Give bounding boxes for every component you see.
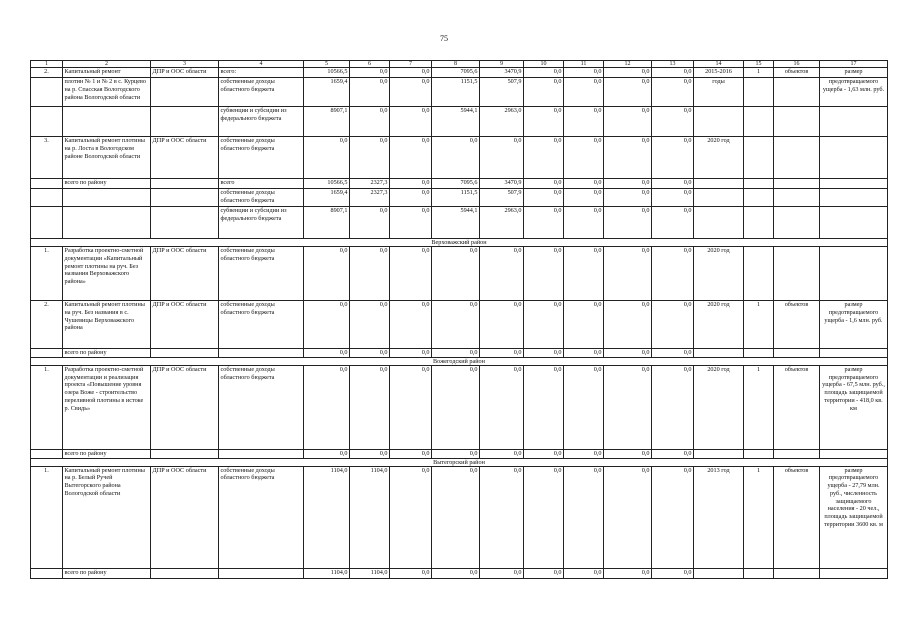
table-cell: 0,0	[564, 189, 604, 207]
section-title: Верховажский район	[31, 239, 888, 247]
table-cell: собственные доходы областного бюджета	[219, 301, 304, 349]
table-cell: 0,0	[350, 78, 390, 107]
table-cell: 0,0	[304, 365, 350, 449]
table-cell: 0,0	[604, 137, 652, 179]
table-cell: 0,0	[524, 349, 564, 358]
table-cell	[31, 449, 63, 458]
table-cell	[694, 189, 744, 207]
table-row	[31, 365, 888, 449]
table-cell	[744, 247, 774, 301]
table-cell: всего по району	[63, 568, 151, 578]
table-cell: Капитальный ремонт плотины на р. Белый Ручей Вытегорского района Вологодской области	[63, 466, 151, 568]
table-cell: субвенции и субсидии из федерального бюджета	[219, 107, 304, 137]
table-cell: ДПР и ООС области	[151, 137, 219, 179]
table-cell: 0,0	[604, 349, 652, 358]
table-cell: Капитальный ремонт плотины на руч. Без названия в с. Чушевицы Верховажского района	[63, 301, 151, 349]
table-cell: 0,0	[350, 449, 390, 458]
table-cell: 0,0	[564, 568, 604, 578]
header-cell: 1	[31, 61, 63, 68]
table-cell: 1.	[31, 466, 63, 568]
table-cell: 10566,5	[304, 68, 350, 78]
table-cell: 0,0	[604, 365, 652, 449]
table-cell: 5944,1	[432, 207, 480, 239]
table-cell: предотвращаемого ущерба - 1,63 млн. руб.	[820, 78, 888, 107]
section-title: Вожегодский район	[31, 357, 888, 365]
header-cell: 4	[219, 61, 304, 68]
table-row	[31, 207, 888, 239]
table-row	[31, 247, 888, 301]
table-row	[31, 137, 888, 179]
table-cell: 1104,0	[304, 466, 350, 568]
table-cell: 1104,0	[304, 568, 350, 578]
table-cell	[820, 349, 888, 358]
table-cell: объектов	[774, 466, 820, 568]
header-cell: 3	[151, 61, 219, 68]
table-cell	[820, 247, 888, 301]
table-cell: 0,0	[390, 466, 432, 568]
table-cell: 0,0	[350, 247, 390, 301]
table-cell: 0,0	[524, 247, 564, 301]
table-cell	[820, 179, 888, 189]
table-cell: 0,0	[524, 137, 564, 179]
table-cell: 0,0	[564, 365, 604, 449]
table-cell: 0,0	[390, 365, 432, 449]
table-cell: всего	[219, 179, 304, 189]
table-cell	[820, 189, 888, 207]
table-cell: 1104,0	[350, 568, 390, 578]
table-cell: 0,0	[304, 137, 350, 179]
table-cell: 0,0	[304, 449, 350, 458]
table-cell	[820, 107, 888, 137]
table-cell: объектов	[774, 365, 820, 449]
table-cell: субвенции и субсидии из федерального бюджета	[219, 207, 304, 239]
table-cell: 0,0	[390, 137, 432, 179]
header-cell: 5	[304, 61, 350, 68]
table-cell: 0,0	[390, 78, 432, 107]
table-cell: ДПР и ООС области	[151, 301, 219, 349]
table-cell	[774, 78, 820, 107]
table-row	[31, 466, 888, 568]
table-cell: 0,0	[480, 365, 524, 449]
table-cell	[151, 449, 219, 458]
table-cell: 2013 год	[694, 466, 744, 568]
table-cell: 0,0	[390, 349, 432, 358]
table-cell: 5944,1	[432, 107, 480, 137]
table-cell: 0,0	[524, 301, 564, 349]
table-cell: 0,0	[604, 466, 652, 568]
table-row	[31, 449, 888, 458]
table-cell	[694, 349, 744, 358]
table-cell: 0,0	[652, 68, 694, 78]
table-cell	[744, 568, 774, 578]
table-cell	[744, 179, 774, 189]
table-cell: 0,0	[652, 107, 694, 137]
table-cell	[694, 568, 744, 578]
table-cell: 0,0	[480, 301, 524, 349]
table-cell: 0,0	[604, 78, 652, 107]
section-title: Вытегорский район	[31, 458, 888, 466]
table-cell: 8907,1	[304, 107, 350, 137]
table-cell: 3470,9	[480, 179, 524, 189]
table-cell	[820, 449, 888, 458]
table-cell: 0,0	[390, 68, 432, 78]
table-cell	[744, 78, 774, 107]
table-cell: 507,9	[480, 189, 524, 207]
table-cell: 0,0	[652, 365, 694, 449]
header-cell: 12	[604, 61, 652, 68]
table-row	[31, 107, 888, 137]
table-cell: 0,0	[390, 179, 432, 189]
table-cell: 0,0	[304, 247, 350, 301]
table-row	[31, 349, 888, 358]
table-cell: всего:	[219, 68, 304, 78]
table-cell: 2.	[31, 68, 63, 78]
table-cell: 0,0	[390, 107, 432, 137]
header-cell: 15	[744, 61, 774, 68]
table-cell: 0,0	[652, 449, 694, 458]
table-cell: 1151,5	[432, 189, 480, 207]
budget-table	[30, 60, 888, 579]
table-cell: объектов	[774, 68, 820, 78]
table-cell	[774, 449, 820, 458]
table-cell: 0,0	[432, 137, 480, 179]
table-cell: 0,0	[390, 189, 432, 207]
table-cell: 0,0	[564, 78, 604, 107]
table-cell	[31, 189, 63, 207]
table-cell: 0,0	[564, 137, 604, 179]
table-cell	[63, 189, 151, 207]
table-cell: 0,0	[480, 349, 524, 358]
header-cell: 11	[564, 61, 604, 68]
table-cell: 0,0	[480, 247, 524, 301]
table-cell: Разработка проектно-сметной документации и реализация проекта «Повышение уровня озера Воже - строительство переливной плотины в истоке р. Свидь»	[63, 365, 151, 449]
table-cell: 0,0	[652, 349, 694, 358]
table-cell: ДПР и ООС области	[151, 365, 219, 449]
table-cell: ДПР и ООС области	[151, 247, 219, 301]
table-cell: 0,0	[524, 107, 564, 137]
table-cell	[744, 189, 774, 207]
table-cell	[774, 137, 820, 179]
table-cell: 0,0	[564, 107, 604, 137]
table-cell	[219, 568, 304, 578]
section-row	[31, 239, 888, 247]
table-cell: размер	[820, 68, 888, 78]
table-cell: 1	[744, 68, 774, 78]
table-cell	[151, 207, 219, 239]
table-cell	[774, 107, 820, 137]
table-cell: 8907,1	[304, 207, 350, 239]
table-cell: 0,0	[524, 207, 564, 239]
table-cell: объектов	[774, 301, 820, 349]
table-cell: 0,0	[524, 449, 564, 458]
table-cell: 0,0	[480, 449, 524, 458]
table-cell: 0,0	[524, 78, 564, 107]
table-cell: Капитальный ремонт плотины на р. Лоста в Вологодском районе Вологодской области	[63, 137, 151, 179]
table-cell: 1.	[31, 247, 63, 301]
table-cell: 2020 год	[694, 301, 744, 349]
table-cell: 0,0	[480, 568, 524, 578]
table-cell	[774, 349, 820, 358]
table-cell: 0,0	[652, 247, 694, 301]
table-cell: 0,0	[652, 137, 694, 179]
table-cell: 2020 год	[694, 247, 744, 301]
table-cell: 1.	[31, 365, 63, 449]
table-cell: 1151,5	[432, 78, 480, 107]
table-cell: 3.	[31, 137, 63, 179]
table-cell: ДПР и ООС области	[151, 68, 219, 78]
table-cell: 0,0	[432, 365, 480, 449]
table-cell: 0,0	[652, 78, 694, 107]
table-cell	[31, 349, 63, 358]
table-cell	[820, 137, 888, 179]
table-cell: размер предотвращаемого ущерба - 1,6 млн. руб.	[820, 301, 888, 349]
table-cell	[774, 568, 820, 578]
table-cell	[219, 349, 304, 358]
table-cell: 0,0	[350, 107, 390, 137]
table-cell: 0,0	[432, 247, 480, 301]
table-cell	[151, 568, 219, 578]
table-cell: 2327,3	[350, 189, 390, 207]
table-cell: 1	[744, 301, 774, 349]
table-cell: 3470,9	[480, 68, 524, 78]
table-row	[31, 179, 888, 189]
table-cell	[151, 189, 219, 207]
table-cell: 0,0	[350, 301, 390, 349]
table-cell: собственные доходы областного бюджета	[219, 365, 304, 449]
table-cell: 10566,5	[304, 179, 350, 189]
table-cell	[219, 449, 304, 458]
table-cell	[774, 207, 820, 239]
table-cell	[694, 107, 744, 137]
table-cell: 1659,4	[304, 78, 350, 107]
table-cell: собственные доходы областного бюджета	[219, 78, 304, 107]
table-cell	[744, 107, 774, 137]
table-cell	[774, 179, 820, 189]
table-cell	[774, 189, 820, 207]
header-cell: 13	[652, 61, 694, 68]
table-cell: 0,0	[604, 301, 652, 349]
table-cell	[151, 107, 219, 137]
table-cell	[744, 349, 774, 358]
table-cell: 0,0	[652, 466, 694, 568]
table-cell: 0,0	[480, 466, 524, 568]
table-cell: 0,0	[604, 179, 652, 189]
table-cell: 1104,0	[350, 466, 390, 568]
table-cell: 0,0	[564, 68, 604, 78]
table-cell	[31, 107, 63, 137]
table-cell: ДПР и ООС области	[151, 466, 219, 568]
table-cell: 7095,6	[432, 68, 480, 78]
header-cell: 2	[63, 61, 151, 68]
table-cell	[694, 207, 744, 239]
table-cell	[31, 568, 63, 578]
table-cell: 0,0	[564, 349, 604, 358]
table-row	[31, 189, 888, 207]
table-cell: 0,0	[604, 68, 652, 78]
header-cell: 17	[820, 61, 888, 68]
table-cell: 0,0	[304, 301, 350, 349]
table-cell: годы	[694, 78, 744, 107]
table-cell: собственные доходы областного бюджета	[219, 466, 304, 568]
table-cell	[820, 568, 888, 578]
table-cell: 0,0	[524, 466, 564, 568]
table-cell: 0,0	[390, 301, 432, 349]
table-row	[31, 568, 888, 578]
table-cell	[31, 78, 63, 107]
table-cell: собственные доходы областного бюджета	[219, 247, 304, 301]
table-cell: 2963,0	[480, 207, 524, 239]
table-cell: 0,0	[524, 179, 564, 189]
table-cell: 0,0	[604, 568, 652, 578]
table-cell: 0,0	[524, 568, 564, 578]
table-cell: 0,0	[564, 207, 604, 239]
header-cell: 7	[390, 61, 432, 68]
table-cell: 0,0	[432, 301, 480, 349]
table-cell: 0,0	[350, 207, 390, 239]
table-cell: 0,0	[390, 449, 432, 458]
table-cell: 0,0	[564, 449, 604, 458]
table-cell: 1659,4	[304, 189, 350, 207]
table-cell: 7095,6	[432, 179, 480, 189]
table-cell: 0,0	[350, 68, 390, 78]
header-cell: 14	[694, 61, 744, 68]
header-cell: 8	[432, 61, 480, 68]
table-cell: всего по району	[63, 449, 151, 458]
table-cell	[151, 78, 219, 107]
table-cell	[31, 207, 63, 239]
table-cell: 0,0	[432, 568, 480, 578]
table-cell	[63, 207, 151, 239]
table-cell: 0,0	[604, 107, 652, 137]
table-row	[31, 78, 888, 107]
table-cell: 0,0	[652, 207, 694, 239]
table-cell: 0,0	[652, 301, 694, 349]
table-cell	[744, 207, 774, 239]
header-cell: 9	[480, 61, 524, 68]
table-cell: размер предотвращаемого ущерба - 67,5 млн. руб., площадь защищаемой территории - 418,0 кв. км	[820, 365, 888, 449]
table-cell: 0,0	[652, 568, 694, 578]
table-cell	[694, 179, 744, 189]
table-cell: Капитальный ремонт	[63, 68, 151, 78]
table-cell	[63, 107, 151, 137]
page-number: 75	[440, 34, 448, 43]
table-row	[31, 301, 888, 349]
table-cell: 0,0	[390, 207, 432, 239]
table-body	[31, 61, 888, 579]
table-cell: 2015-2016	[694, 68, 744, 78]
table-cell: 0,0	[524, 189, 564, 207]
table-cell: 1	[744, 466, 774, 568]
table-cell: размер предотвращаемого ущерба - 27,79 млн. руб., численность защищаемого населения - 20 чел., площадь защищаемой территории 3600 кв. м	[820, 466, 888, 568]
table-cell	[774, 247, 820, 301]
table-cell: 2020 год	[694, 365, 744, 449]
table-cell: 0,0	[564, 466, 604, 568]
table-cell: 0,0	[432, 349, 480, 358]
table-cell: собственные доходы областного бюджета	[219, 137, 304, 179]
table-cell: 0,0	[304, 349, 350, 358]
table-cell: 0,0	[350, 137, 390, 179]
table-cell: 0,0	[604, 207, 652, 239]
table-cell: 2963,0	[480, 107, 524, 137]
table-cell: 0,0	[564, 247, 604, 301]
table-cell: всего по району	[63, 179, 151, 189]
table-cell: плотин № 1 и № 2 в с. Курцево на р. Спасская Вологодского района Вологодской области	[63, 78, 151, 107]
header-row	[31, 61, 888, 68]
table-cell	[151, 349, 219, 358]
header-cell: 16	[774, 61, 820, 68]
header-cell: 6	[350, 61, 390, 68]
table-cell: 0,0	[652, 179, 694, 189]
table-cell: 0,0	[524, 68, 564, 78]
table-cell: всего по району	[63, 349, 151, 358]
table-cell	[744, 137, 774, 179]
table-cell	[694, 449, 744, 458]
table-cell	[744, 449, 774, 458]
table-cell	[151, 179, 219, 189]
table-cell: 0,0	[390, 568, 432, 578]
table-cell	[31, 179, 63, 189]
table-cell: 0,0	[524, 365, 564, 449]
table-cell: 0,0	[480, 137, 524, 179]
section-row	[31, 357, 888, 365]
table-row	[31, 68, 888, 78]
table-cell: 0,0	[604, 247, 652, 301]
table-cell: 1	[744, 365, 774, 449]
table-cell: 507,9	[480, 78, 524, 107]
table-cell: 0,0	[652, 189, 694, 207]
table-cell: 0,0	[390, 247, 432, 301]
table-cell	[820, 207, 888, 239]
header-cell: 10	[524, 61, 564, 68]
table-cell: 0,0	[350, 365, 390, 449]
table-cell: собственные доходы областного бюджета	[219, 189, 304, 207]
table-cell: 0,0	[350, 349, 390, 358]
table-cell: 2327,3	[350, 179, 390, 189]
table-cell: 2020 год	[694, 137, 744, 179]
table-cell: 2.	[31, 301, 63, 349]
table-cell: 0,0	[604, 189, 652, 207]
table-cell: Разработка проектно-сметной документации «Капитальный ремонт плотины на руч. Без названия Верховажского района»	[63, 247, 151, 301]
table-cell: 0,0	[564, 301, 604, 349]
section-row	[31, 458, 888, 466]
table-cell: 0,0	[432, 466, 480, 568]
table-cell: 0,0	[604, 449, 652, 458]
table-cell: 0,0	[564, 179, 604, 189]
table-cell: 0,0	[432, 449, 480, 458]
